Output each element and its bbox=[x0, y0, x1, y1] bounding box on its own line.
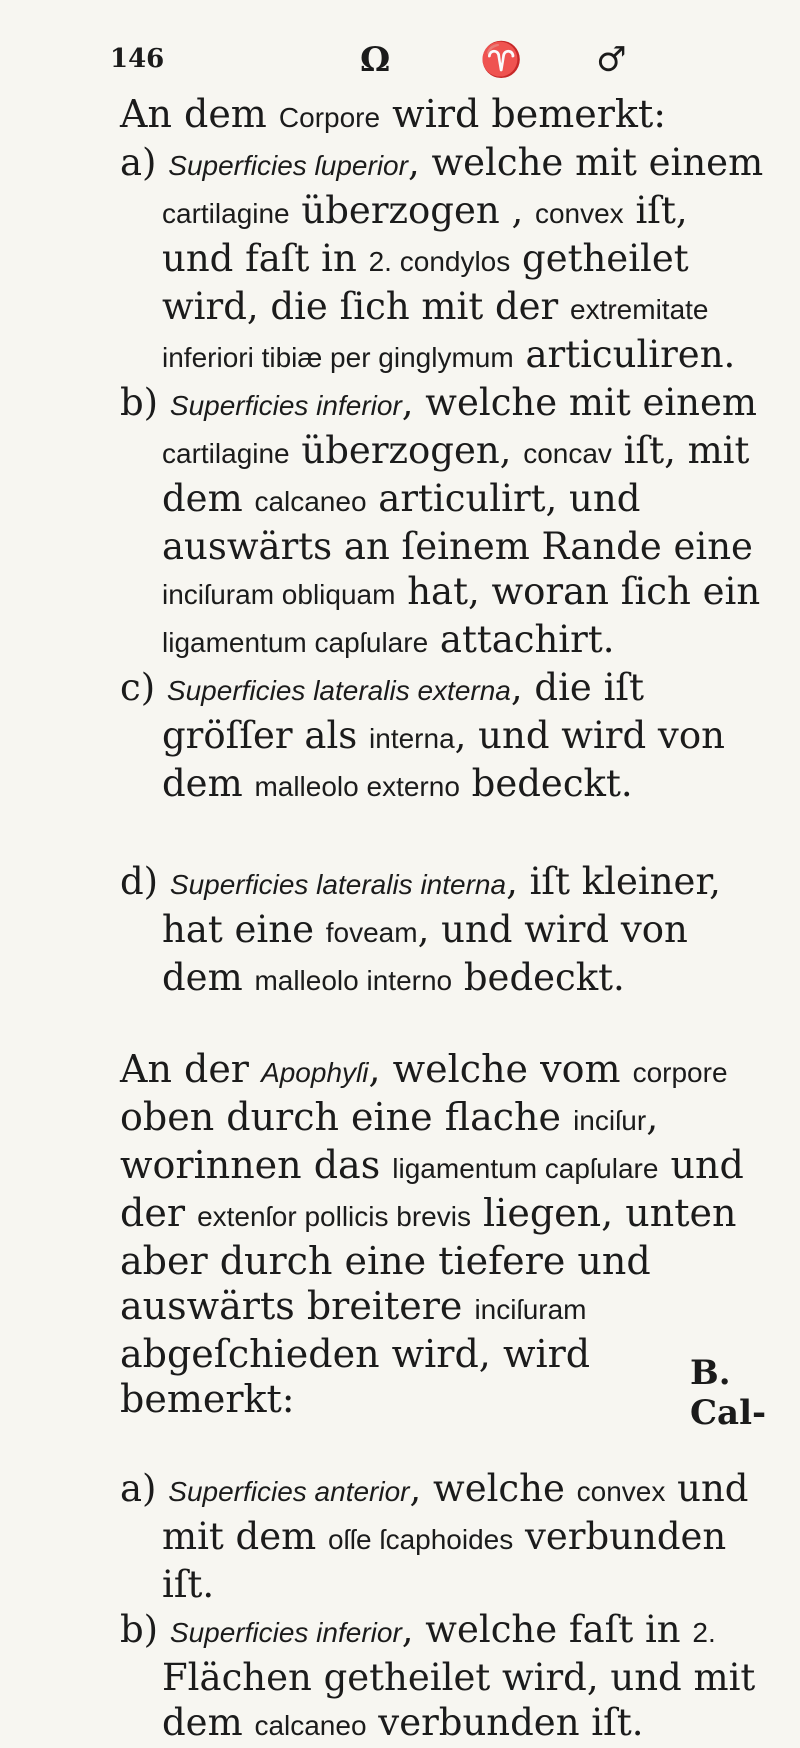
list-item-superficies-superior: a) Superficies ſuperior, welche mit einem cartilagine überzogen , convex iſt, und faſt in 2. condylos getheilet wird, die ſich mit der extremitate inferiori tibiæ per ginglymum articuliren. bbox=[120, 141, 764, 376]
main-text bbox=[120, 92, 770, 1748]
list-item-superficies-anterior: a) Superficies anterior, welche convex und mit dem oſſe ſcaphoides verbunden iſt. bbox=[120, 1467, 749, 1606]
paragraph-corpore-intro: An dem Corpore wird bemerkt: bbox=[120, 92, 667, 136]
list-item-superficies-lateralis-interna: d) Superficies lateralis interna, iſt kleiner, hat eine foveam, und wird von dem malleolo interno bedeckt. bbox=[120, 860, 721, 999]
paragraph-apophysis-intro: An der Apophyſi, welche vom corpore oben durch eine flache inciſur, worinnen das ligamentum capſulare und der extenſor pollicis brevis liegen, unten aber durch eine tiefere und auswärts breitere inciſuram abgeſchieden wird, wird bemerkt: bbox=[120, 1047, 744, 1421]
page-header bbox=[110, 40, 710, 90]
page-number: 146 bbox=[110, 44, 165, 74]
list-item-superficies-lateralis-externa: c) Superficies lateralis externa, die iſt gröſſer als interna, und wird von dem malleolo externo bedeckt. bbox=[120, 666, 725, 805]
list-item-apophysis-superficies-inferior: b) Superficies inferior, welche faſt in 2. Flächen getheilet wird, und mit dem calcaneo verbunden iſt. bbox=[120, 1608, 756, 1744]
signature-mark-1: Ω bbox=[360, 40, 391, 80]
catchword: B. Cal- bbox=[690, 1353, 767, 1433]
signature-mark-2: ♈ bbox=[480, 40, 523, 80]
signature-mark-3: ♂ bbox=[596, 40, 627, 80]
list-item-superficies-inferior: b) Superficies inferior, welche mit einem cartilagine überzogen, concav iſt, mit dem calcaneo articulirt, und auswärts an ſeinem Rande eine inciſuram obliquam hat, woran ſich ein ligamentum capſulare attachirt. bbox=[120, 381, 761, 661]
